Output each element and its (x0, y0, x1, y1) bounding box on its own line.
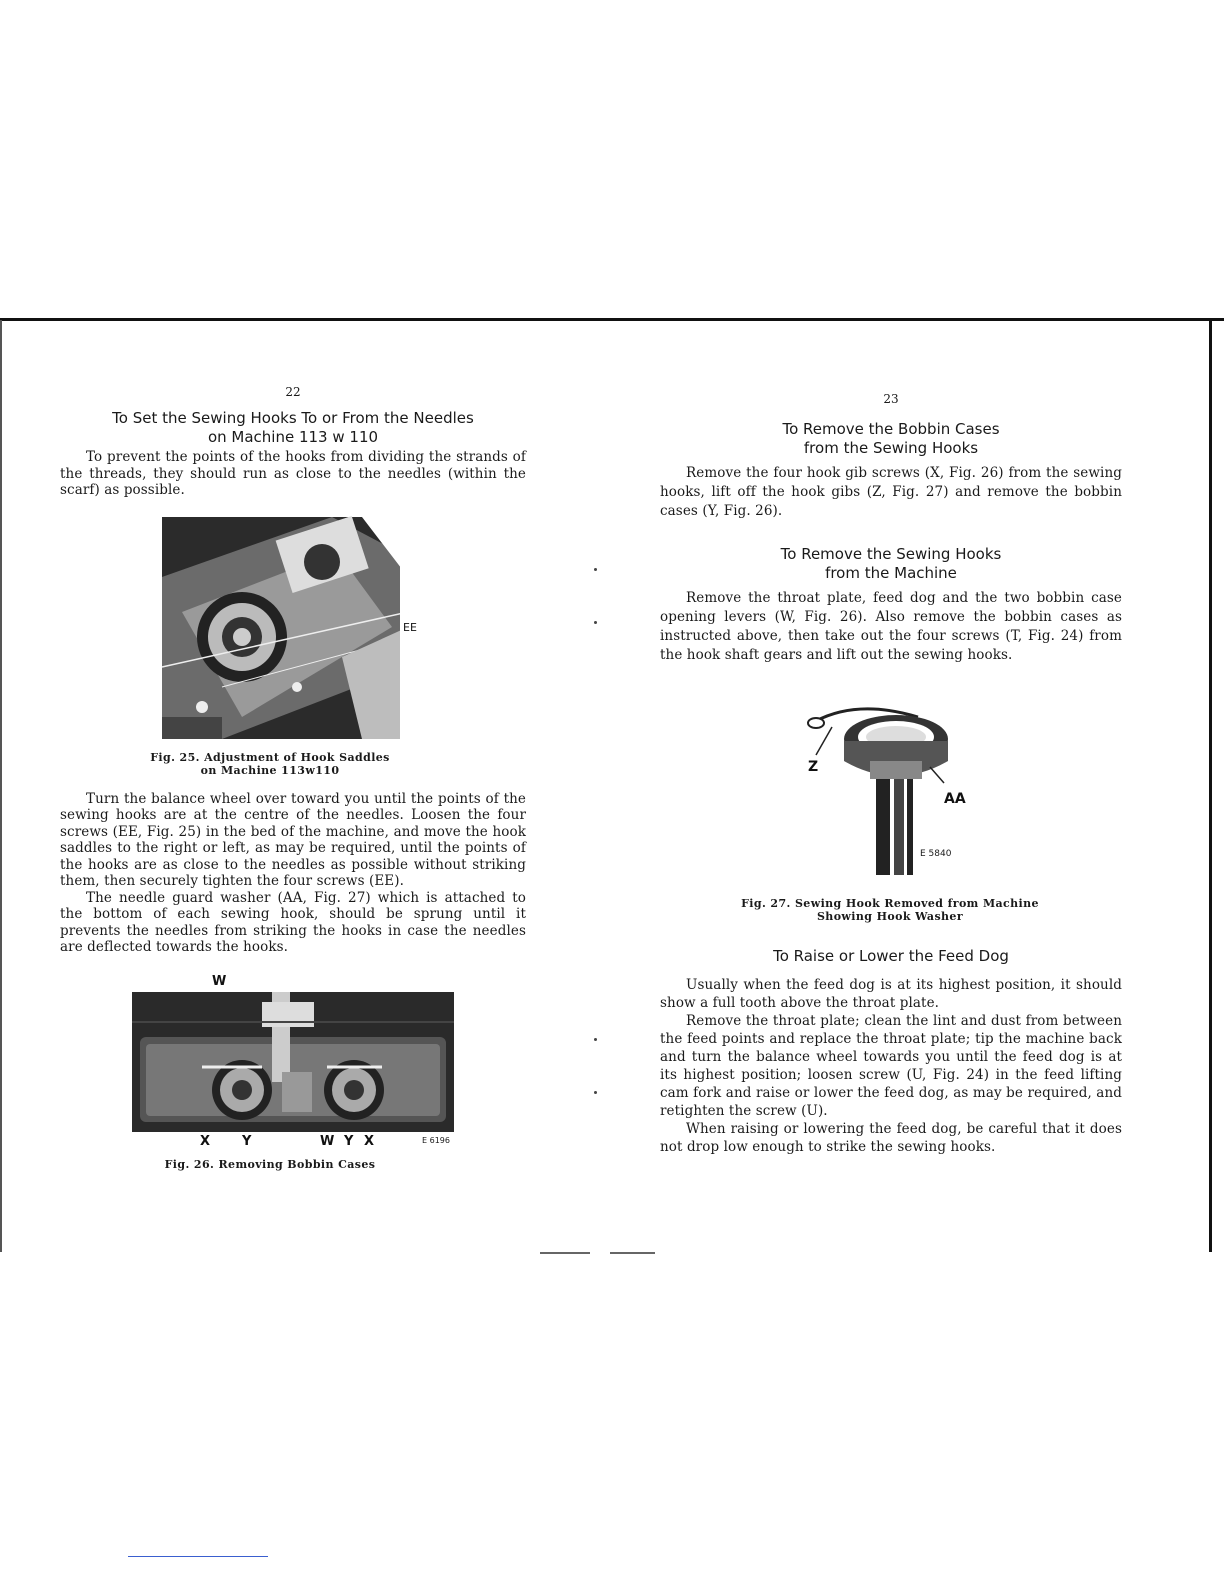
left-section-title (60, 409, 526, 447)
bottom-gutter-mark-right (610, 1252, 655, 1254)
left-paragraph-1: Turn the balance wheel over toward you until the points of the sewing hooks are at the centre of the needles. Loosen the four screws (EE, Fig. 25) in the bed of the machine, and move the hook saddles to the right or left, as may be required, until the points of the hooks are as close to the needles as possible without striking them, then securely tighten the four screws (EE). (60, 790, 526, 889)
page-left-border (0, 320, 2, 1252)
figure-27-label-aa: AA (944, 791, 966, 807)
figure-25-caption-line2: on Machine 113w110 (200, 763, 340, 777)
figure-27-code: E 5840 (920, 849, 952, 859)
page-right-border (1209, 320, 1212, 1252)
figure-25-photo (162, 517, 417, 739)
right-section-1-paragraph: Remove the four hook gib screws (X, Fig. 26) from the sewing hooks, lift off the hook gibs (Z, Fig. 27) and remove the bobbin cases (Y, Fig. 26). (660, 465, 1122, 519)
left-title-line1: To Set the Sewing Hooks To or From the Needles (112, 409, 474, 427)
figure-25-caption-line1: Fig. 25. Adjustment of Hook Saddles (150, 750, 390, 764)
figure-25-caption (120, 751, 420, 777)
figure-26-label-y-right: Y (344, 1133, 354, 1149)
figure-26-illustration (132, 992, 454, 1132)
figure-26-label-w-top: W (212, 973, 227, 989)
footer-link-underline (128, 1556, 268, 1557)
right-section-3-paragraph-2: Remove the throat plate; clean the lint and dust from between the feed points and replace the throat plate; tip the machine back and turn the balance wheel towards you until the feed dog is at its highest position; loosen screw (U, Fig. 24) in the feed lifting cam fork and raise or lower the feed dog, as may be required, and retighten the screw (U). (660, 1013, 1122, 1119)
bottom-gutter-mark-left (540, 1252, 590, 1254)
figure-27-illustration (798, 701, 988, 879)
figure-26-label-w-bottom: W (320, 1133, 335, 1149)
left-paragraph-2: The needle guard washer (AA, Fig. 27) which is attached to the bottom of each sewing hook, should be sprung until it prevents the needles from striking the hooks in case the needles are deflected towards the hooks. (60, 889, 526, 955)
right-section-2-title (660, 545, 1122, 583)
figure-26-photo (132, 974, 458, 1152)
figure-26-label-x-right: X (364, 1133, 375, 1149)
right-section-3-paragraph-3: When raising or lowering the feed dog, be careful that it does not drop low enough to strike the sewing hooks. (660, 1121, 1122, 1155)
figure-26-label-x-left: X (200, 1133, 211, 1149)
right-section-3-title: To Raise or Lower the Feed Dog (773, 947, 1009, 965)
figure-25-label-ee: EE (403, 620, 417, 634)
s1-title-line2: from the Sewing Hooks (803, 439, 979, 457)
figure-27-caption (700, 897, 1080, 923)
figure-27-drawing (798, 701, 988, 879)
gutter-mark-4 (594, 1091, 597, 1094)
s1-title-line1: To Remove the Bobbin Cases (782, 420, 1000, 438)
figure-27-caption-line1: Fig. 27. Sewing Hook Removed from Machine (741, 897, 1039, 910)
figure-27-label-z: Z (808, 759, 819, 775)
left-page-number: 22 (285, 385, 301, 399)
right-page (660, 392, 1122, 1156)
left-page (60, 385, 526, 1171)
figure-26-code: E 6196 (422, 1135, 450, 1145)
right-section-1-title (660, 420, 1122, 458)
figure-27-caption-line2: Showing Hook Washer (816, 910, 964, 923)
page-top-border (0, 318, 1224, 321)
gutter-mark-3 (594, 1038, 597, 1041)
gutter-mark-2 (594, 621, 597, 624)
figure-25-illustration (162, 517, 408, 739)
s2-title-line2: from the Machine (825, 564, 957, 582)
left-intro-paragraph: To prevent the points of the hooks from dividing the strands of the threads, they should run as close to the needles (within the scarf) as possible. (60, 449, 526, 498)
figure-26-label-y-left: Y (242, 1133, 252, 1149)
right-section-2-paragraph: Remove the throat plate, feed dog and the two bobbin case opening levers (W, Fig. 26). Also remove the bobbin cases as instructed above, then take out the four screws (T, Fig. 24) from the hook shaft gears and lift out the sewing hooks. (660, 590, 1122, 663)
figure-26-caption: Fig. 26. Removing Bobbin Cases (164, 1157, 376, 1171)
left-title-line2: on Machine 113 w 110 (207, 428, 379, 446)
right-section-3-paragraph-1: Usually when the feed dog is at its highest position, it should show a full tooth above the throat plate. (660, 977, 1122, 1011)
gutter-mark-1 (594, 568, 597, 571)
right-page-number: 23 (883, 392, 899, 406)
s2-title-line1: To Remove the Sewing Hooks (780, 545, 1002, 563)
